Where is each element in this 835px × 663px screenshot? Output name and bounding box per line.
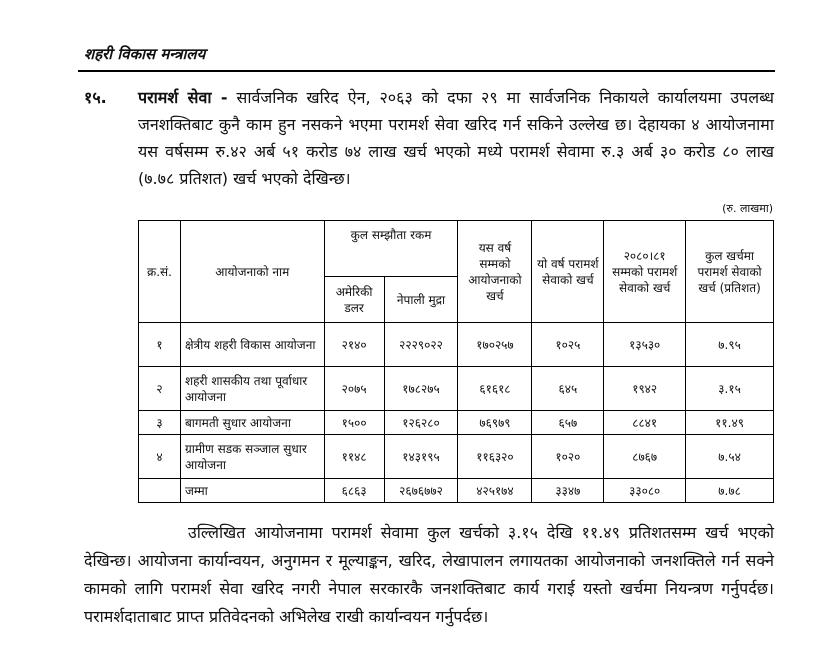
- table-total-row: [139, 479, 774, 503]
- header-sn: क्र.सं.: [139, 221, 181, 323]
- section-title: परामर्श सेवा -: [138, 88, 228, 107]
- row-sn: १: [139, 323, 181, 367]
- table-row: [139, 411, 774, 435]
- row-year: १०२०: [532, 435, 604, 479]
- row-percent: ७.५४: [686, 435, 774, 479]
- row-year: १०२५: [532, 323, 604, 367]
- row-cumulative: ८७६७: [604, 435, 686, 479]
- row-npr: १७८२७५: [384, 367, 458, 411]
- row-percent: ७.९५: [686, 323, 774, 367]
- header-usd: अमेरिकी डलर: [324, 277, 384, 323]
- row-project-name: बागमती सुधार आयोजना: [180, 411, 324, 435]
- row-year: ६४५: [532, 367, 604, 411]
- row-cumulative: १३५३०: [604, 323, 686, 367]
- table-row: [139, 435, 774, 479]
- total-percent: ७.७८: [686, 479, 774, 503]
- row-percent: ३.१५: [686, 367, 774, 411]
- row-year: ६५७: [532, 411, 604, 435]
- header-consult-this-year: यो वर्ष परामर्श सेवाको खर्च: [532, 221, 604, 323]
- row-sn: २: [139, 367, 181, 411]
- row-usd: ११४८: [324, 435, 384, 479]
- row-total: ७६९७९: [458, 411, 532, 435]
- row-usd: २१४०: [324, 323, 384, 367]
- table-row: [139, 323, 774, 367]
- header-project: आयोजनाको नाम: [180, 221, 324, 323]
- row-usd: १५००: [324, 411, 384, 435]
- total-year: ३३४७: [532, 479, 604, 503]
- total-row-label: जम्मा: [180, 479, 324, 503]
- header-total-spent: यस वर्ष सम्मको आयोजनाको खर्च: [458, 221, 532, 323]
- row-npr: २२२९०२२: [384, 323, 458, 367]
- total-npr: २६७६७७२: [384, 479, 458, 503]
- ministry-header: शहरी विकास मन्त्रालय: [84, 45, 206, 63]
- conclusion-paragraph: उल्लिखित आयोजनामा परामर्श सेवामा कुल खर्चको ३.१५ देखि ११.४९ प्रतिशतसम्म खर्च भएको देखिन्छ। आयोजना कार्यान्वयन, अनुगमन र मूल्याङ्कन, खरिद, लेखापालन लगायतका आयोजनाको जनशक्तिले गर्न सक्ने कामको लागि परामर्श सेवा खरिद नगरी नेपाल सरकारकै जनशक्तिबाट कार्य गराई यस्तो खर्चमा नियन्त्रण गर्नुपर्दछ। परामर्शदाताबाट प्राप्त प्रतिवेदनको अभिलेख राखी कार्यान्वयन गर्नुपर्दछ।: [84, 523, 774, 626]
- total-usd: ६८६३: [324, 479, 384, 503]
- row-percent: ११.४९: [686, 411, 774, 435]
- row-total: ११६३२०: [458, 435, 532, 479]
- row-cumulative: ८८४१: [604, 411, 686, 435]
- section-number: १५.: [84, 88, 107, 107]
- section-paragraph: [84, 84, 774, 192]
- section-body: [138, 84, 774, 192]
- row-total: १७०२५७: [458, 323, 532, 367]
- table-unit-note: (रु. लाखमा): [722, 202, 773, 215]
- table-row: [139, 367, 774, 411]
- total-row-sn: [139, 479, 181, 503]
- row-usd: २०७५: [324, 367, 384, 411]
- row-project-name: क्षेत्रीय शहरी विकास आयोजना: [180, 323, 324, 367]
- row-sn: ४: [139, 435, 181, 479]
- header-consult-8081: २०८०।८१ सम्मको परामर्श सेवाको खर्च: [604, 221, 686, 323]
- row-project-name: शहरी शासकीय तथा पूर्वाधार आयोजना: [180, 367, 324, 411]
- row-cumulative: १९४२: [604, 367, 686, 411]
- row-total: ६१६१८: [458, 367, 532, 411]
- consulting-expense-table: [138, 220, 774, 503]
- row-npr: १४३१९५: [384, 435, 458, 479]
- header-agreement: कुल सम्झौता रकम: [324, 221, 458, 277]
- row-npr: १२६२८०: [384, 411, 458, 435]
- total-total: ४२५१७४: [458, 479, 532, 503]
- row-project-name: ग्रामीण सडक सञ्जाल सुधार आयोजना: [180, 435, 324, 479]
- header-rule: [78, 70, 775, 72]
- header-npr: नेपाली मुद्रा: [384, 277, 458, 323]
- header-percent: कुल खर्चमा परामर्श सेवाको खर्च (प्रतिशत): [686, 221, 774, 323]
- total-cumulative: ३३०८०: [604, 479, 686, 503]
- row-sn: ३: [139, 411, 181, 435]
- section-text: सार्वजनिक खरिद ऐन, २०६३ को दफा २९ मा सार्वजनिक निकायले कार्यालयमा उपलब्ध जनशक्तिबाट कुनै काम हुन नसकने भएमा परामर्श सेवा खरिद गर्न सकिने उल्लेख छ। देहायका ४ आयोजनामा यस वर्षसम्म रु.४२ अर्ब ५१ करोड ७४ लाख खर्च भएको मध्ये परामर्श सेवामा रु.३ अर्ब ३० करोड ८० लाख (७.७८ प्रतिशत) खर्च भएको देखिन्छ।: [138, 88, 774, 188]
